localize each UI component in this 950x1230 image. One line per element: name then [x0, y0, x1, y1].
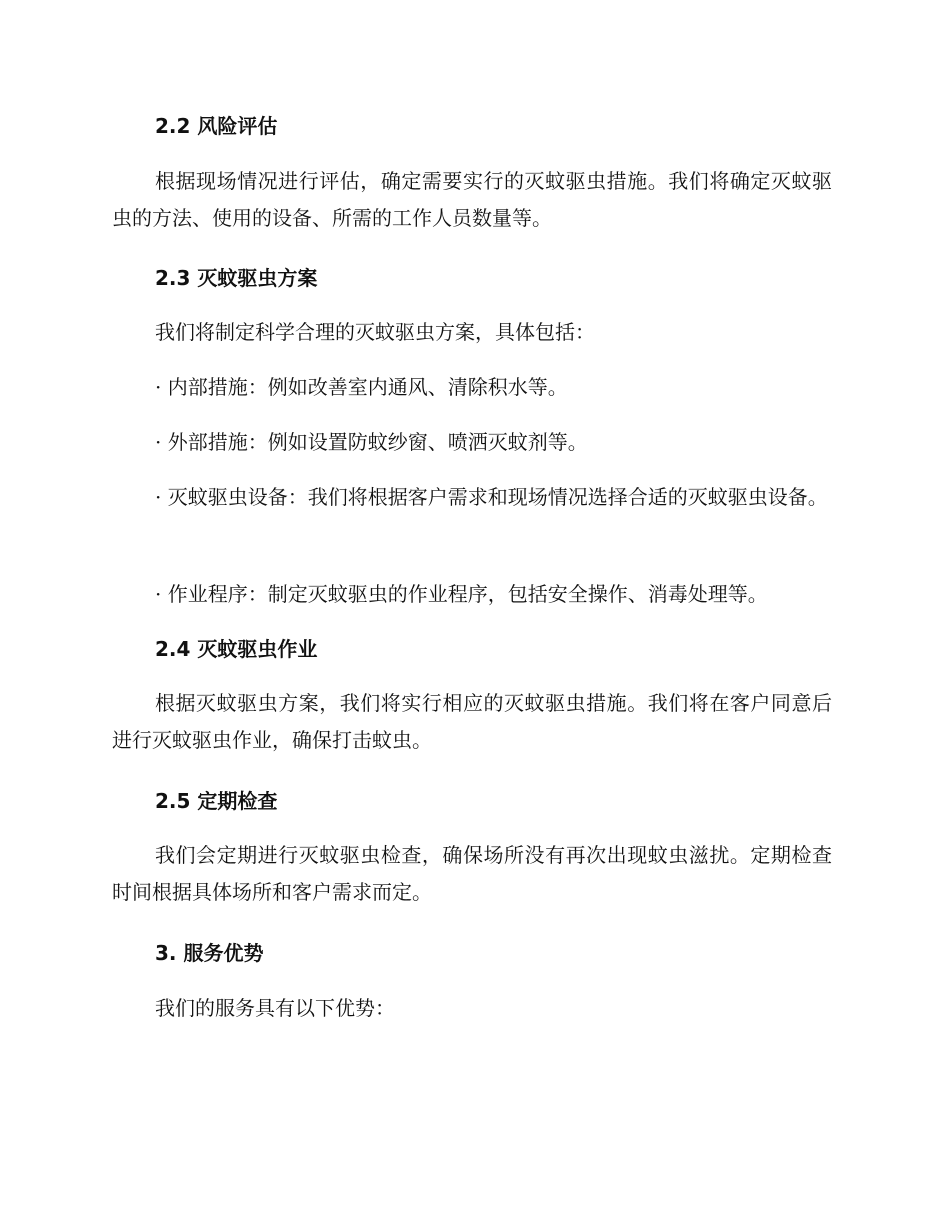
bullet-external-measures: · 外部措施：例如设置防蚊纱窗、喷洒灭蚊剂等。: [155, 430, 588, 454]
section-heading-2-3: 2.3 灭蚊驱虫方案: [155, 266, 318, 290]
section-heading-3: 3. 服务优势: [155, 941, 264, 965]
section-heading-2-4: 2.4 灭蚊驱虫作业: [155, 637, 318, 661]
paragraph-risk-assessment: 根据现场情况进行评估，确定需要实行的灭蚊驱虫措施。我们将确定灭蚊驱虫的方法、使用的设备、所需的工作人员数量等。: [112, 169, 832, 230]
bullet-internal-measures: · 内部措施：例如改善室内通风、清除积水等。: [155, 375, 568, 399]
paragraph-operation: 根据灭蚊驱虫方案，我们将实行相应的灭蚊驱虫措施。我们将在客户同意后进行灭蚊驱虫作业，确保打击蚊虫。: [112, 691, 832, 752]
paragraph-regular-inspection: 我们会定期进行灭蚊驱虫检查，确保场所没有再次出现蚊虫滋扰。定期检查时间根据具体场所和客户需求而定。: [112, 843, 832, 904]
section-heading-2-5: 2.5 定期检查: [155, 789, 278, 813]
bullet-procedure: · 作业程序：制定灭蚊驱虫的作业程序，包括安全操作、消毒处理等。: [155, 582, 768, 606]
paragraph-plan-intro: 我们将制定科学合理的灭蚊驱虫方案，具体包括：: [155, 320, 595, 344]
paragraph-advantages-intro: 我们的服务具有以下优势：: [155, 996, 395, 1020]
bullet-equipment: · 灭蚊驱虫设备：我们将根据客户需求和现场情况选择合适的灭蚊驱虫设备。: [155, 485, 828, 509]
section-heading-2-2: 2.2 风险评估: [155, 114, 278, 138]
